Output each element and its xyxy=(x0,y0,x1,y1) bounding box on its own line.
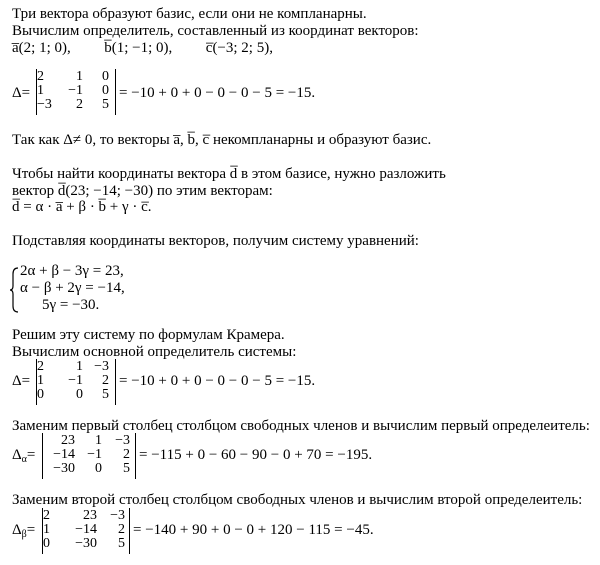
det1-cell: 5 xyxy=(102,97,109,112)
det-beta-cell: 0 xyxy=(43,536,50,551)
task-line-1: Чтобы найти координаты вектора d̅ в этом базисе, нужно разложить xyxy=(12,166,446,182)
det2-cell: 5 xyxy=(102,387,109,402)
det-alpha-matrix xyxy=(42,433,136,479)
intro-line-2: Вычислим определитель, составленный из координат векторов: xyxy=(12,23,419,39)
system-eq-1: 2α + β − 3γ = 23, xyxy=(20,263,124,279)
det-beta-symbol: Δ xyxy=(12,522,22,538)
vector-a: a̅(2; 1; 0), xyxy=(12,40,71,56)
det-alpha-cell: −3 xyxy=(115,433,130,448)
det-alpha-cell: 23 xyxy=(61,433,75,448)
det-alpha-subscript: α xyxy=(21,454,27,465)
det-alpha-cell: 5 xyxy=(123,461,130,476)
det-beta-row xyxy=(43,509,125,523)
intro-line-1: Три вектора образуют базис, если они не компланарны. xyxy=(12,6,367,22)
det2-cell: −3 xyxy=(94,359,109,374)
det-beta-equals: = xyxy=(26,522,36,538)
cramer-line-1: Решим эту систему по формулам Крамера. xyxy=(12,327,285,343)
det1-cell: 0 xyxy=(102,83,109,98)
det-alpha-intro: Заменим первый столбец столбцом свободных членов и вычислим первый определеитель: xyxy=(12,418,590,434)
det-beta-result: = −140 + 90 + 0 − 0 + 120 − 115 = −45. xyxy=(133,522,374,538)
det1-cell: 0 xyxy=(102,69,109,84)
cramer-line-2: Вычислим основной определитель системы: xyxy=(12,344,297,360)
det-alpha-result: = −115 + 0 − 60 − 90 − 0 + 70 = −195. xyxy=(139,447,373,463)
vector-b: b̅(1; −1; 0), xyxy=(104,40,173,56)
det1-cell: 1 xyxy=(76,69,83,84)
det-beta-intro: Заменим второй столбец столбцом свободных членов и вычислим второй определеитель: xyxy=(12,492,583,508)
det2-cell: 0 xyxy=(37,387,44,402)
det-alpha-equals: = xyxy=(26,447,36,463)
det-beta-label xyxy=(12,522,35,543)
det2-cell: −1 xyxy=(68,373,83,388)
det-beta-cell: 2 xyxy=(118,522,125,537)
det-alpha-cell: 0 xyxy=(95,461,102,476)
det-alpha-row xyxy=(43,434,130,448)
det-alpha-cell: −14 xyxy=(53,447,75,462)
det-alpha-row xyxy=(43,462,130,476)
det-beta-row xyxy=(43,523,125,537)
system-eq-3: 5γ = −30. xyxy=(42,297,100,313)
det-beta-cell: −30 xyxy=(75,536,97,551)
det2-cell: 1 xyxy=(37,373,44,388)
det-beta-cell: 2 xyxy=(43,508,50,523)
vector-c: c̅(−3; 2; 5), xyxy=(205,40,273,56)
det1-result: = −10 + 0 + 0 − 0 − 0 − 5 = −15. xyxy=(119,85,316,101)
det-beta-cell: −3 xyxy=(110,508,125,523)
det1-cell: 2 xyxy=(76,97,83,112)
det-alpha-cell: 2 xyxy=(123,447,130,462)
det-alpha-cell: −30 xyxy=(53,461,75,476)
det1-cell: 1 xyxy=(37,83,44,98)
det-beta-subscript: β xyxy=(21,529,27,540)
det1-cell: −1 xyxy=(68,83,83,98)
det-alpha-row xyxy=(43,448,130,462)
det-beta-row xyxy=(43,537,125,551)
task-line-3: d̅ = α · a̅ + β · b̅ + γ · c̅. xyxy=(12,199,152,215)
det1-matrix xyxy=(36,69,116,115)
det2-row xyxy=(37,374,109,388)
det1-row xyxy=(37,70,109,84)
det-beta-cell: −14 xyxy=(75,522,97,537)
det1-label: Δ= xyxy=(12,85,31,101)
det2-row xyxy=(37,360,109,374)
task-line-2: вектор d̅(23; −14; −30) по этим векторам: xyxy=(12,183,273,199)
det2-cell: 0 xyxy=(76,387,83,402)
det-alpha-label xyxy=(12,447,35,468)
det1-cell: 2 xyxy=(37,69,44,84)
det2-row xyxy=(37,388,109,402)
det1-row xyxy=(37,84,109,98)
det-beta-matrix xyxy=(42,508,130,554)
det2-cell: 2 xyxy=(102,373,109,388)
det1-cell: −3 xyxy=(37,97,52,112)
det-alpha-cell: 1 xyxy=(95,433,102,448)
det2-result: = −10 + 0 + 0 − 0 − 0 − 5 = −15. xyxy=(119,373,316,389)
vector-list xyxy=(12,40,273,57)
det1-row xyxy=(37,98,109,112)
det-beta-cell: 5 xyxy=(118,536,125,551)
system-eq-2: α − β + 2γ = −14, xyxy=(20,280,125,296)
det-alpha-cell: −1 xyxy=(87,447,102,462)
det2-cell: 1 xyxy=(76,359,83,374)
det2-label: Δ= xyxy=(12,373,31,389)
det2-matrix xyxy=(36,359,116,405)
system-brace xyxy=(9,267,19,313)
det2-cell: 2 xyxy=(37,359,44,374)
det-alpha-symbol: Δ xyxy=(12,447,22,463)
system-intro: Подставляя координаты векторов, получим систему уравнений: xyxy=(12,233,419,249)
det-beta-cell: 1 xyxy=(43,522,50,537)
det-beta-cell: 23 xyxy=(83,508,97,523)
conclusion-line: Так как Δ≠ 0, то векторы a̅, b̅, c̅ некомпланарны и образуют базис. xyxy=(12,132,432,148)
